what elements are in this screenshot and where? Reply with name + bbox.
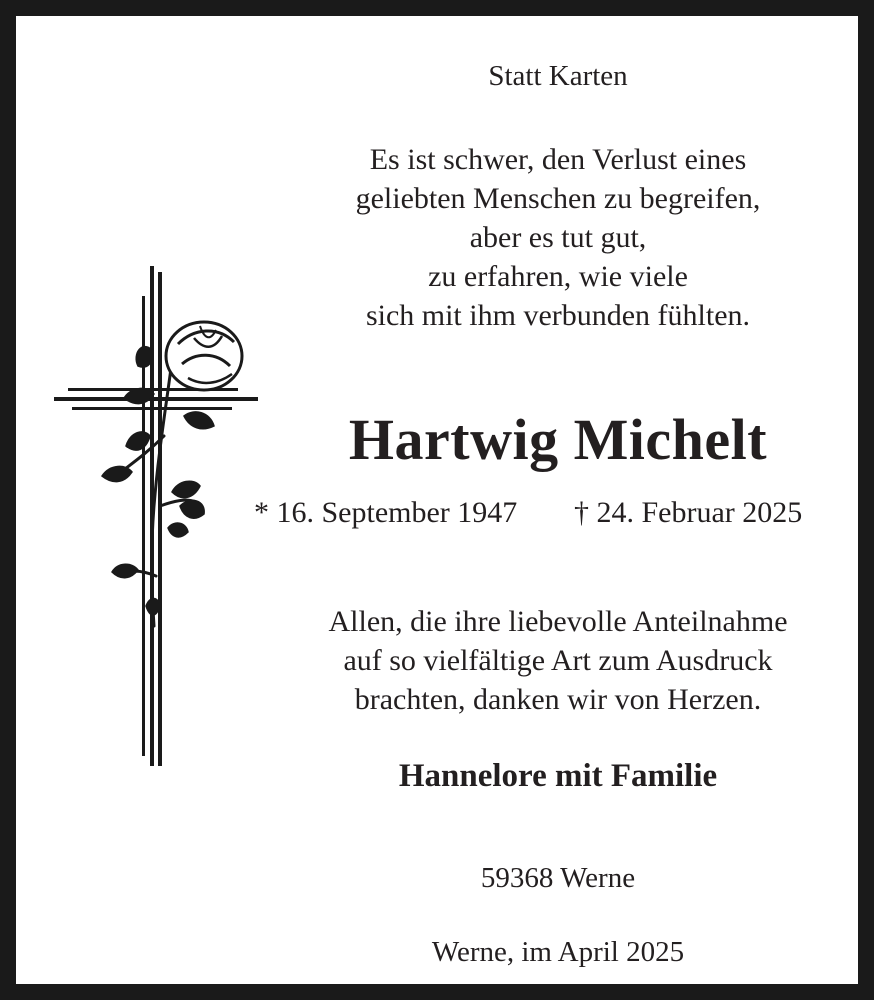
thanks-line: Allen, die ihre liebevolle Anteilnahme xyxy=(328,605,788,638)
poem-line: sich mit ihm verbunden fühlten. xyxy=(365,299,751,332)
death-date: † 24. Februar 2025 xyxy=(574,496,803,529)
deceased-name: Hartwig Michelt xyxy=(348,407,768,472)
place-date: Werne, im April 2025 xyxy=(431,936,685,968)
cross-with-rose-icon xyxy=(54,266,260,776)
poem-line: geliebten Menschen zu begreifen, xyxy=(355,182,761,215)
thanks-line: brachten, danken wir von Herzen. xyxy=(354,683,762,716)
header-text: Statt Karten xyxy=(488,60,628,92)
poem-line: Es ist schwer, den Verlust eines xyxy=(369,143,747,176)
poem-line: aber es tut gut, xyxy=(469,221,647,254)
poem-line: zu erfahren, wie viele xyxy=(428,260,688,293)
address-text: 59368 Werne xyxy=(480,862,636,894)
signer-name: Hannelore mit Familie xyxy=(398,758,718,794)
birth-date: * 16. September 1947 xyxy=(254,496,518,529)
thanks-line: auf so vielfältige Art zum Ausdruck xyxy=(343,644,773,677)
